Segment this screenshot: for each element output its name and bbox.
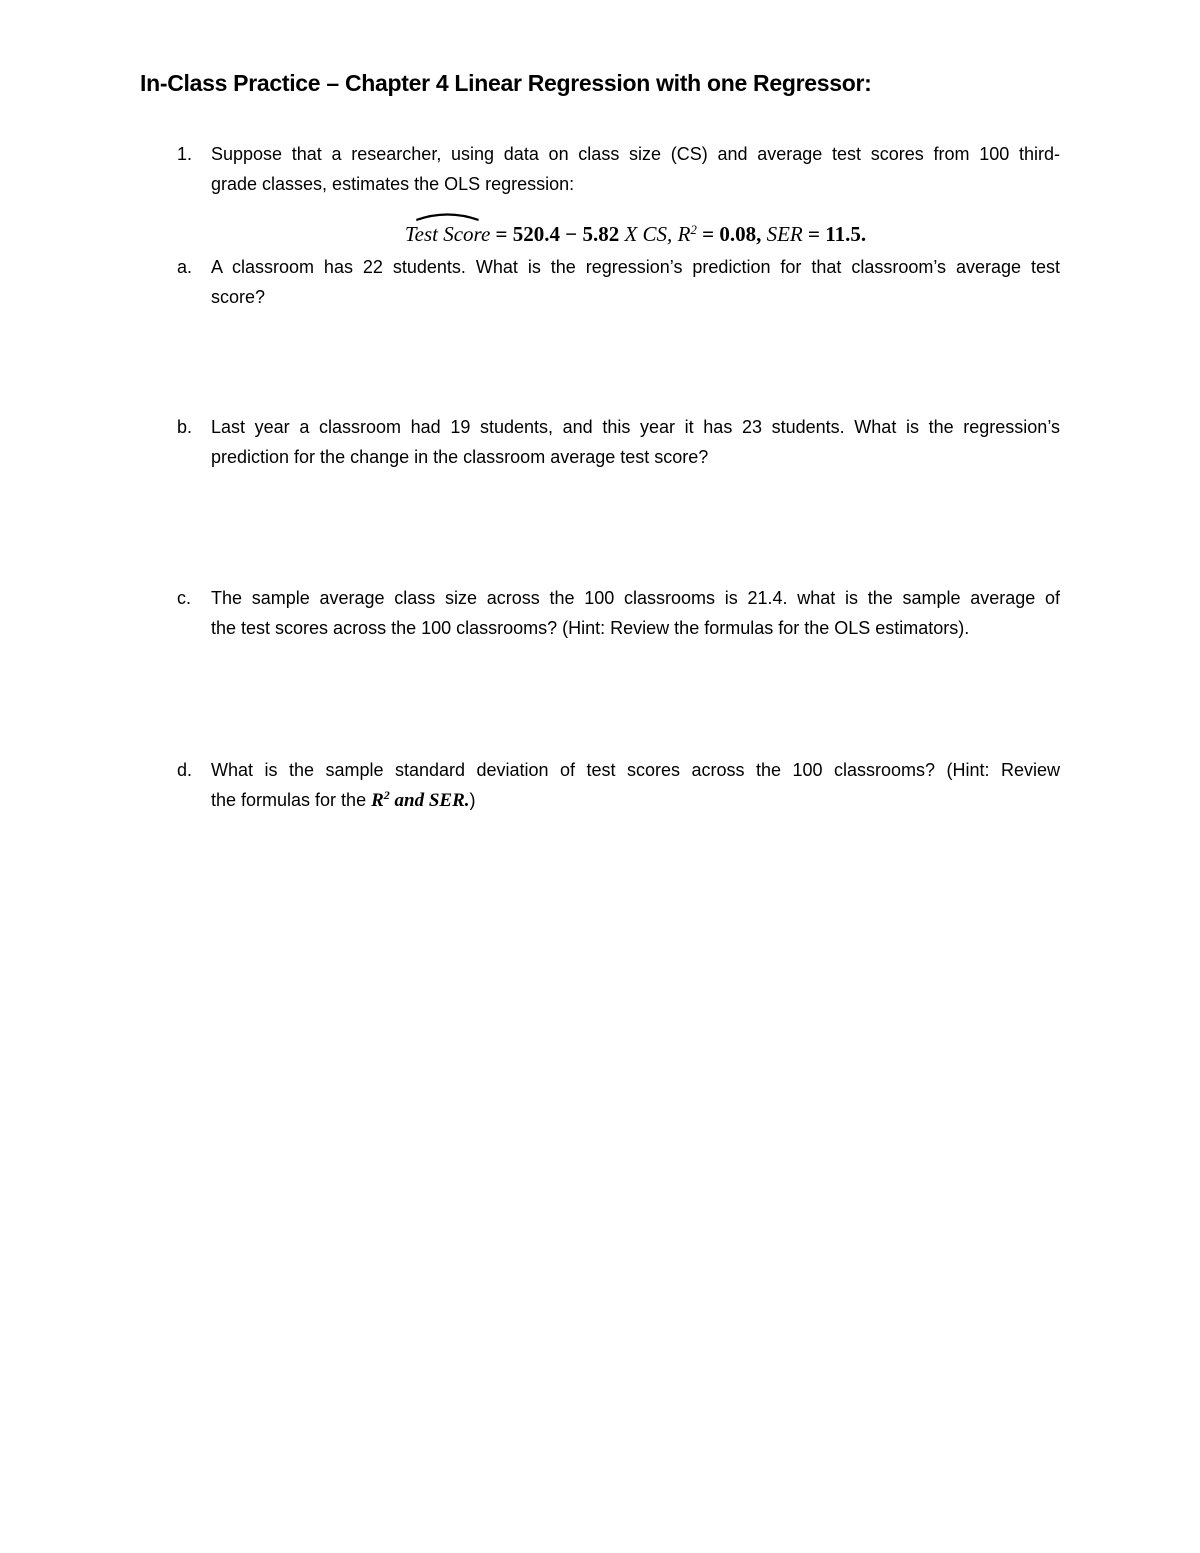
question-1-text (211, 139, 1060, 199)
part-c (177, 583, 1061, 643)
part-a-line-1: A classroom has 22 students. What is the regression’s prediction for that classroom’s average test (211, 257, 1060, 277)
part-d-line-2 (211, 785, 1060, 816)
part-d (177, 755, 1061, 816)
part-c-line-2: the test scores across the 100 classrooms? (Hint: Review the formulas for the OLS estimators). (211, 618, 970, 638)
part-b-line-2: prediction for the change in the classroom average test score? (211, 447, 709, 467)
equation-lhs-with-hat (405, 219, 490, 249)
question-1-line-2: grade classes, estimates the OLS regression: (211, 174, 575, 194)
equation-term: = 520.4 − 5.82 (490, 222, 625, 246)
part-d-label: d. (177, 760, 193, 780)
equation-lhs: Test Score (404, 222, 491, 246)
part-b (177, 412, 1061, 472)
part-d-math-superscript: 2 (383, 788, 390, 802)
part-d-text (211, 755, 1060, 816)
part-d-math-rest: and SER. (389, 790, 470, 811)
equation-term: = 11.5. (802, 222, 867, 246)
document-title: In-Class Practice – Chapter 4 Linear Regression with one Regressor: (140, 70, 872, 96)
equation-term: R (677, 222, 691, 246)
question-1-number: 1. (177, 144, 193, 164)
equation-term: SER (766, 222, 803, 246)
part-b-label: b. (177, 417, 193, 437)
regression-equation (211, 219, 1060, 249)
part-d-closing-paren: ) (469, 790, 476, 810)
part-a-text (211, 252, 1060, 312)
question-1 (177, 139, 1061, 199)
part-d-math-variable: R (371, 790, 384, 811)
part-a (177, 252, 1061, 312)
widehat-icon (415, 212, 480, 221)
question-1-line-1: Suppose that a researcher, using data on class size (CS) and average test scores from 100 third- (211, 144, 1060, 164)
part-d-line-2-prefix: the formulas for the (211, 790, 372, 810)
part-a-label: a. (177, 257, 193, 277)
equation-term: = 0.08, (696, 222, 767, 246)
part-c-text (211, 583, 1060, 643)
part-b-text (211, 412, 1060, 472)
part-c-line-1: The sample average class size across the 100 classrooms is 21.4. what is the sample average of (211, 588, 1060, 608)
equation-superscript: 2 (690, 222, 697, 237)
part-a-line-2: score? (211, 287, 266, 307)
part-b-line-1: Last year a classroom had 19 students, and this year it has 23 students. What is the regression’s (211, 417, 1060, 437)
part-d-line-1: What is the sample standard deviation of test scores across the 100 classrooms? (Hint: Review (211, 760, 1060, 780)
part-c-label: c. (177, 588, 192, 608)
equation-term: X CS, (624, 222, 678, 246)
